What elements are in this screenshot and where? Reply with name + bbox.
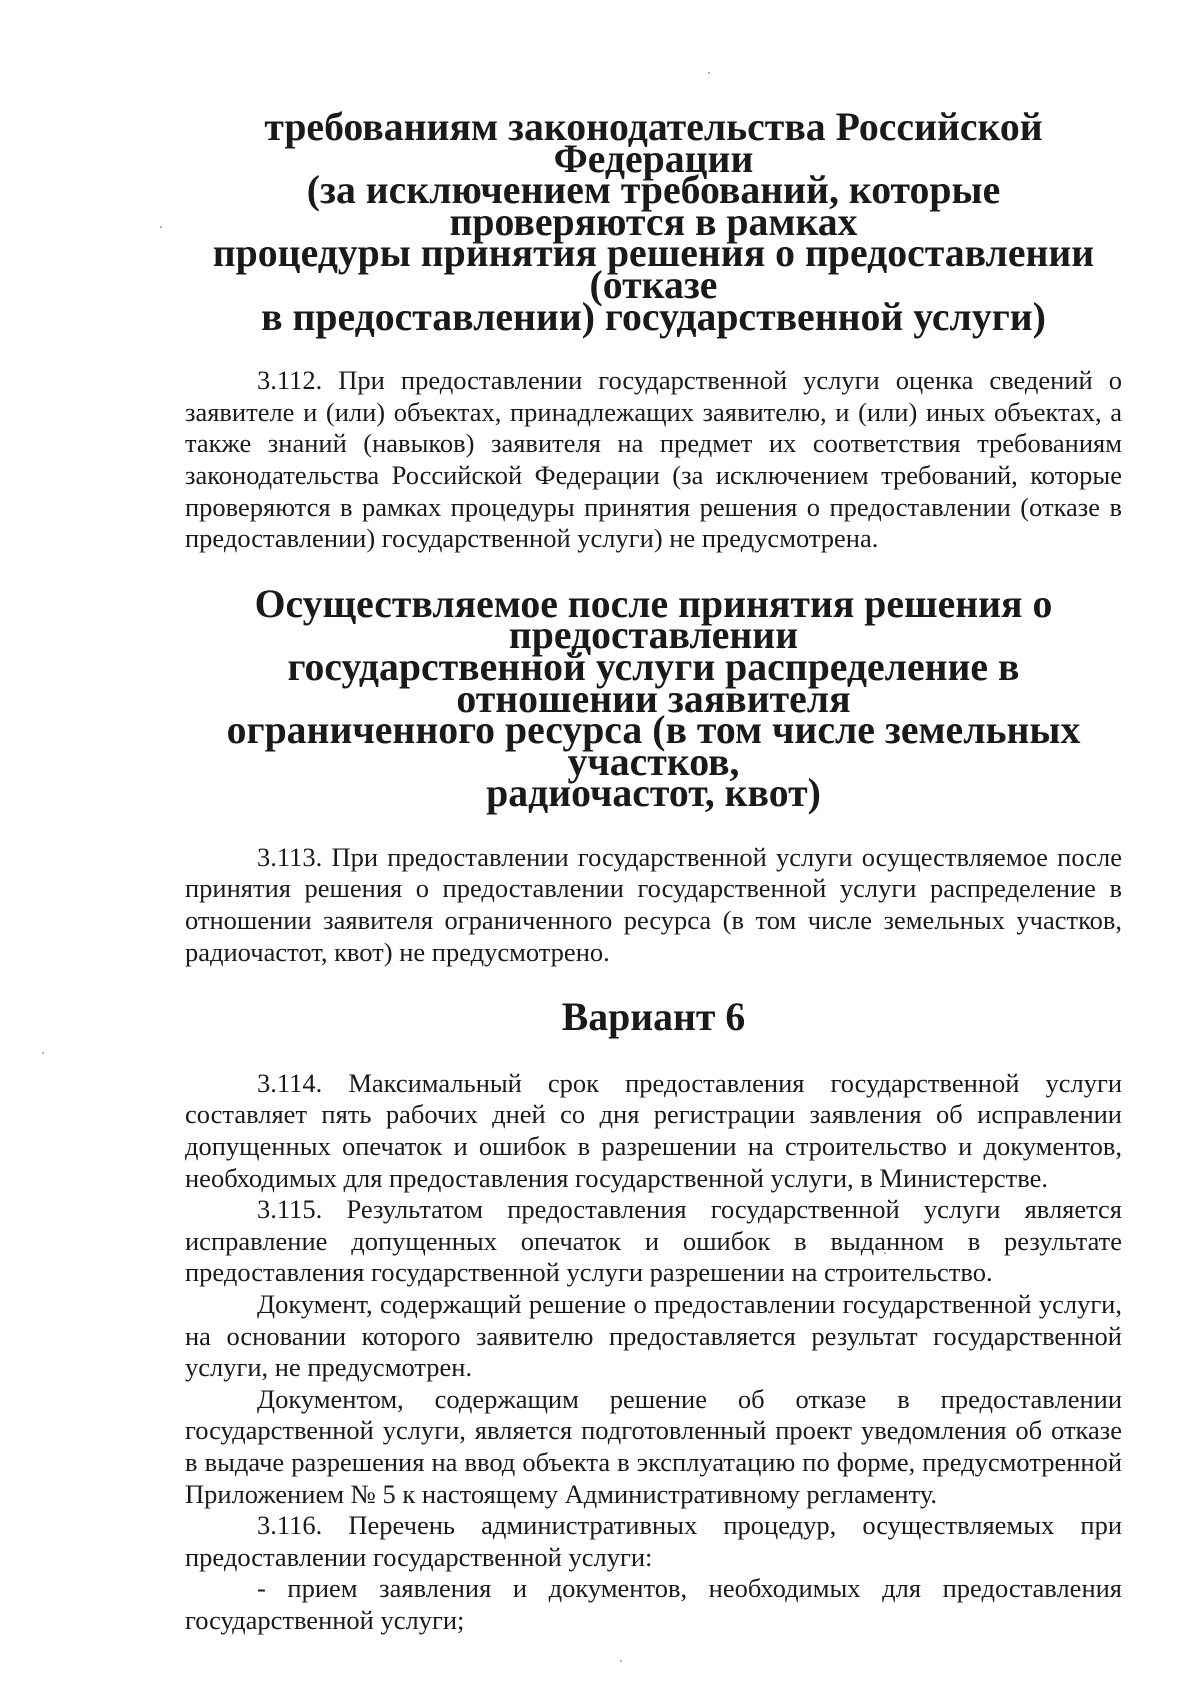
- scan-speck: [708, 72, 710, 74]
- paragraph-3-116: 3.116. Перечень административных процедур, осуществляемых при предоставлении государственной услуги:: [185, 1510, 1122, 1572]
- scan-speck: [160, 226, 162, 228]
- heading-line: процедуры принятия решения о предоставлении (отказе: [212, 231, 1095, 307]
- heading-line: (за исключением требований, которые проверяются в рамках: [306, 168, 1001, 244]
- variant-title: Вариант 6: [561, 995, 746, 1040]
- list-item-procedure: - прием заявления и документов, необходимых для предоставления государственной услуги;: [185, 1573, 1122, 1635]
- document-body: [185, 105, 1122, 1637]
- paragraph-3-114: 3.114. Максимальный срок предоставления государственной услуги составляет пять рабочих дней со дня регистрации заявления об исправлении допущенных опечаток и ошибок в разрешении на строительство и документов, необходимых для предоставления государственной услуги, в Министерстве.: [185, 1067, 1122, 1193]
- section-heading-assessment: [185, 105, 1122, 339]
- scan-speck: [42, 1052, 44, 1054]
- scan-speck: [620, 1660, 622, 1662]
- heading-line: требованиям законодательства Российской Федерации: [264, 105, 1043, 181]
- paragraph-3-113: 3.113. При предоставлении государственной услуги осуществляемое после принятия решения о предоставлении государственной услуги распределение в отношении заявителя ограниченного ресурса (в том числе земельных участков, радиочастот, квот) не предусмотрено.: [185, 841, 1122, 967]
- heading-line: радиочастот, квот): [486, 771, 821, 816]
- heading-line: в предоставлении) государственной услуги): [261, 294, 1046, 339]
- heading-line: ограниченного ресурса (в том числе земельных участков,: [226, 708, 1081, 784]
- heading-line: государственной услуги распределение в отношении заявителя: [287, 644, 1020, 721]
- paragraph-document-refusal: Документом, содержащим решение об отказе в предоставлении государственной услуги, является подготовленный проект уведомления об отказе в выдаче разрешения на ввод объекта в эксплуатацию по форме, предусмотренной Приложением № 5 к настоящему Административному регламенту.: [185, 1383, 1122, 1509]
- heading-line: Осуществляемое после принятия решения о предоставлении: [254, 581, 1053, 658]
- paragraph-3-112: 3.112. При предоставлении государственной услуги оценка сведений о заявителе и (или) объектах, принадлежащих заявителю, и (или) иных объектах, а также знаний (навыков) заявителя на предмет их соответствия требованиям законодательства Российской Федерации (за исключением требований, которые проверяются в рамках процедуры принятия решения о предоставлении (отказе в предоставлении) государственной услуги) не предусмотрена.: [185, 365, 1122, 554]
- paragraph-3-115: 3.115. Результатом предоставления государственной услуги является исправление допущенных опечаток и ошибок в выданном в результате предоставления государственной услуги разрешении на строительство.: [185, 1194, 1122, 1288]
- paragraph-document-decision: Документ, содержащий решение о предоставлении государственной услуги, на основании которого заявителю предоставляется результат государственной услуги, не предусмотрен.: [185, 1289, 1122, 1383]
- section-heading-resource: [185, 581, 1122, 816]
